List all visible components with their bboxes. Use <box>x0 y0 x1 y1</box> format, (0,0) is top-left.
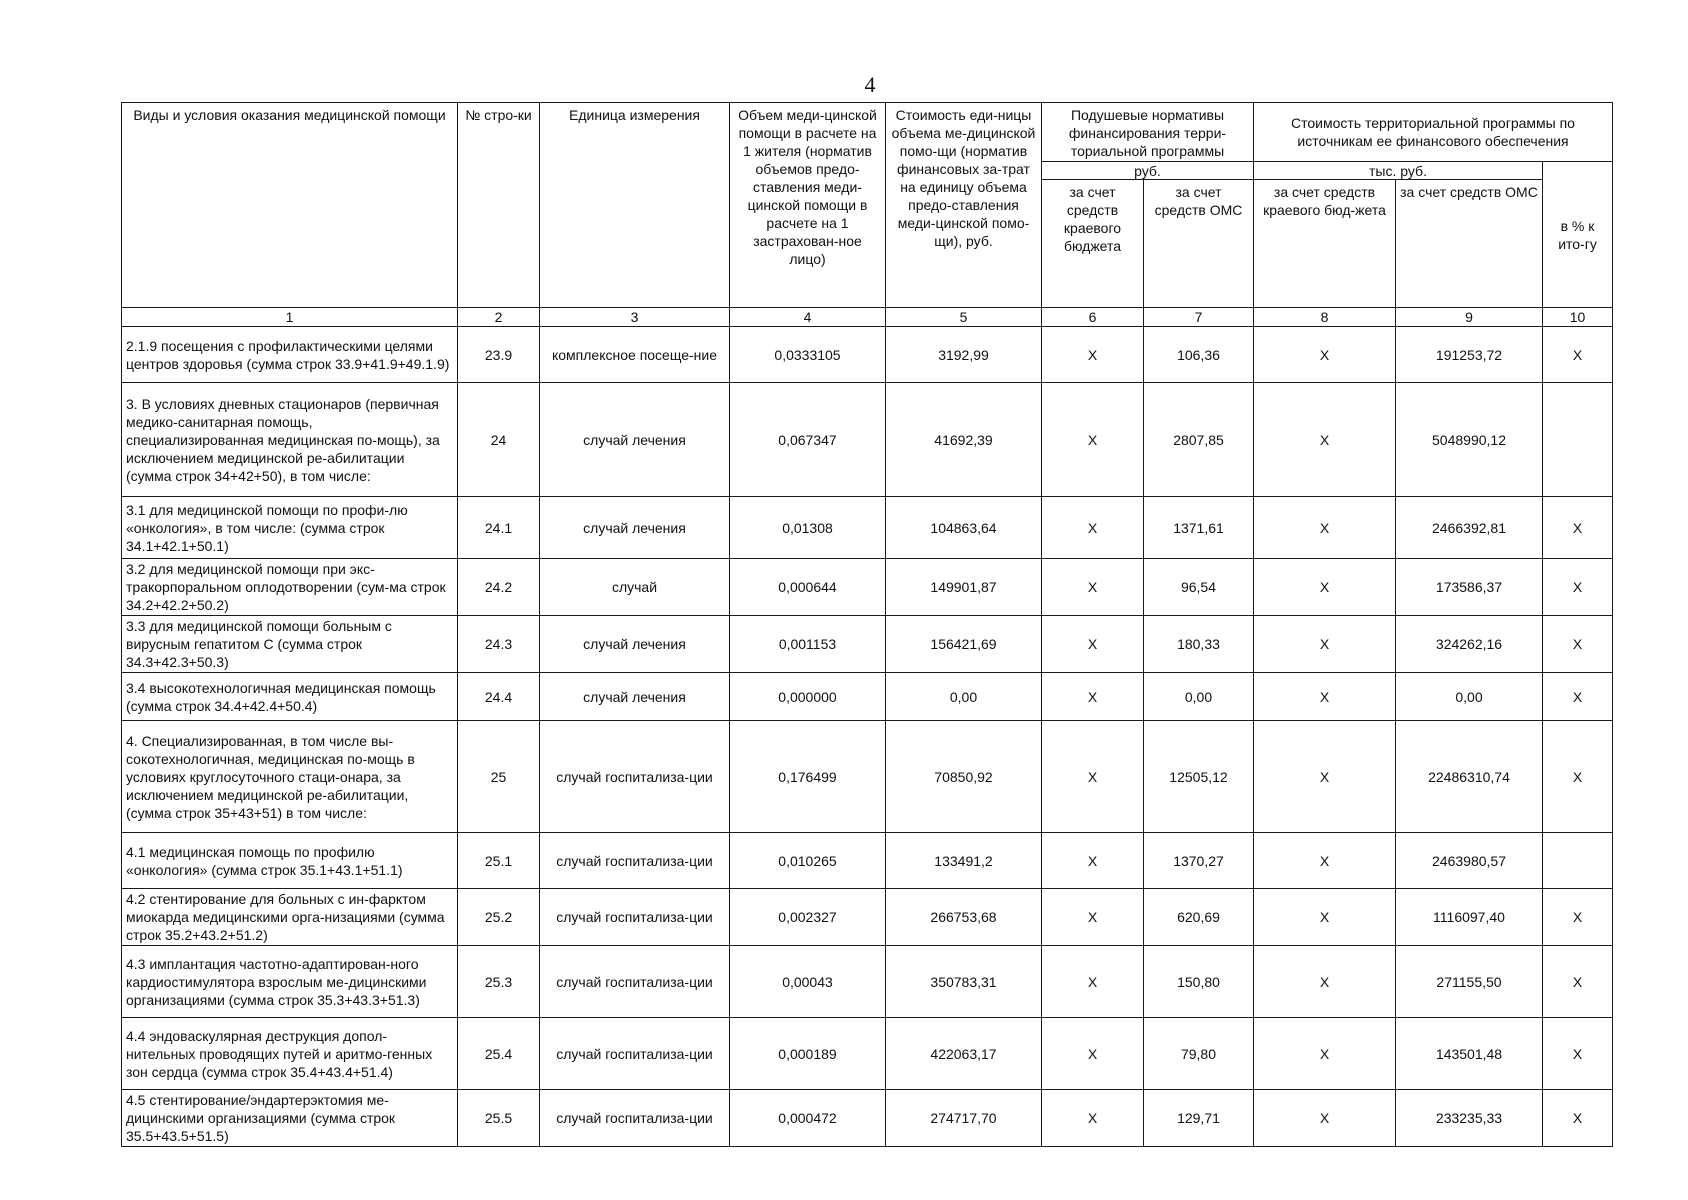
row-unit: случай лечения <box>540 673 730 721</box>
row-unit-cost: 104863,64 <box>886 497 1042 559</box>
row-regional-budget-thousand: X <box>1254 383 1396 497</box>
row-percent-of-total: X <box>1543 673 1613 721</box>
header-line-number: № стро-ки <box>458 103 540 308</box>
row-regional-budget-rub: X <box>1042 383 1144 497</box>
row-percent-of-total: X <box>1543 889 1613 946</box>
row-percent-of-total: X <box>1543 721 1613 833</box>
column-number: 2 <box>458 308 540 327</box>
header-unit-thousand-rub: тыс. руб. <box>1254 162 1543 180</box>
column-number: 5 <box>886 308 1042 327</box>
row-line-number: 25 <box>458 721 540 833</box>
row-regional-budget-thousand: X <box>1254 833 1396 889</box>
row-regional-budget-rub: X <box>1042 559 1144 616</box>
row-unit-cost: 0,00 <box>886 673 1042 721</box>
row-regional-budget-rub: X <box>1042 327 1144 383</box>
row-volume: 0,000189 <box>730 1018 886 1090</box>
row-unit-cost: 266753,68 <box>886 889 1042 946</box>
header-oms-thousand: за счет средств ОМС <box>1396 180 1543 308</box>
row-regional-budget-thousand: X <box>1254 559 1396 616</box>
table-row <box>122 833 1613 889</box>
row-percent-of-total: X <box>1543 1090 1613 1147</box>
row-unit: случай госпитализа-ции <box>540 1090 730 1147</box>
row-regional-budget-thousand: X <box>1254 616 1396 673</box>
financing-table <box>121 102 1613 1147</box>
table-row <box>122 383 1613 497</box>
row-volume: 0,010265 <box>730 833 886 889</box>
row-line-number: 25.5 <box>458 1090 540 1147</box>
table-row <box>122 616 1613 673</box>
row-volume: 0,00043 <box>730 946 886 1018</box>
row-description: 3. В условиях дневных стационаров (первичная медико-санитарная помощь, специализированная медицинская по-мощь), за исключением медицинской ре-абилитации (сумма строк 34+42+50), в том числе: <box>122 383 458 497</box>
row-line-number: 25.4 <box>458 1018 540 1090</box>
table-row <box>122 1018 1613 1090</box>
row-unit-cost: 41692,39 <box>886 383 1042 497</box>
header-per-capita-norms: Подушевые нормативы финансирования терри-ториальной программы <box>1042 103 1254 162</box>
row-oms-thousand: 2466392,81 <box>1396 497 1543 559</box>
column-number: 1 <box>122 308 458 327</box>
row-oms-rub: 129,71 <box>1144 1090 1254 1147</box>
column-number-row <box>122 308 1613 327</box>
column-number: 8 <box>1254 308 1396 327</box>
row-unit: случай госпитализа-ции <box>540 946 730 1018</box>
row-regional-budget-rub: X <box>1042 673 1144 721</box>
row-regional-budget-rub: X <box>1042 721 1144 833</box>
row-oms-thousand: 2463980,57 <box>1396 833 1543 889</box>
header-unit: Единица измерения <box>540 103 730 308</box>
row-unit-cost: 274717,70 <box>886 1090 1042 1147</box>
row-line-number: 25.1 <box>458 833 540 889</box>
row-volume: 0,01308 <box>730 497 886 559</box>
row-regional-budget-thousand: X <box>1254 1018 1396 1090</box>
row-line-number: 24.4 <box>458 673 540 721</box>
table-row <box>122 497 1613 559</box>
header-regional-budget-rub: за счет средств краевого бюджета <box>1042 180 1144 308</box>
row-oms-rub: 106,36 <box>1144 327 1254 383</box>
row-description: 3.2 для медицинской помощи при экс-тракорпоральном оплодотворении (сум-ма строк 34.2+42.2+50.2) <box>122 559 458 616</box>
row-description: 4. Специализированная, в том числе вы-сокотехнологичная, медицинская по-мощь в условиях круглосуточного стаци-онара, за исключением медицинской ре-абилитации, (сумма строк 35+43+51) в том числе: <box>122 721 458 833</box>
row-unit-cost: 133491,2 <box>886 833 1042 889</box>
table-row <box>122 327 1613 383</box>
row-description: 4.2 стентирование для больных с ин-фарктом миокарда медицинскими орга-низациями (сумма строк 35.2+43.2+51.2) <box>122 889 458 946</box>
row-percent-of-total: X <box>1543 946 1613 1018</box>
column-number: 10 <box>1543 308 1613 327</box>
row-regional-budget-rub: X <box>1042 1090 1144 1147</box>
row-regional-budget-rub: X <box>1042 889 1144 946</box>
row-description: 4.1 медицинская помощь по профилю «онкология» (сумма строк 35.1+43.1+51.1) <box>122 833 458 889</box>
row-description: 3.4 высокотехнологичная медицинская помощь (сумма строк 34.4+42.4+50.4) <box>122 673 458 721</box>
row-unit-cost: 422063,17 <box>886 1018 1042 1090</box>
column-number: 3 <box>540 308 730 327</box>
row-volume: 0,0333105 <box>730 327 886 383</box>
row-regional-budget-rub: X <box>1042 946 1144 1018</box>
row-oms-rub: 1371,61 <box>1144 497 1254 559</box>
row-oms-rub: 620,69 <box>1144 889 1254 946</box>
column-number: 9 <box>1396 308 1543 327</box>
row-volume: 0,176499 <box>730 721 886 833</box>
row-oms-rub: 79,80 <box>1144 1018 1254 1090</box>
row-unit: случай госпитализа-ции <box>540 889 730 946</box>
row-regional-budget-thousand: X <box>1254 497 1396 559</box>
column-number: 6 <box>1042 308 1144 327</box>
row-regional-budget-thousand: X <box>1254 889 1396 946</box>
row-description: 4.4 эндоваскулярная деструкция допол-нительных проводящих путей и аритмо-генных зон сердца (сумма строк 35.4+43.4+51.4) <box>122 1018 458 1090</box>
row-regional-budget-thousand: X <box>1254 673 1396 721</box>
row-unit-cost: 149901,87 <box>886 559 1042 616</box>
row-oms-rub: 150,80 <box>1144 946 1254 1018</box>
row-unit-cost: 70850,92 <box>886 721 1042 833</box>
row-volume: 0,000472 <box>730 1090 886 1147</box>
row-line-number: 24.3 <box>458 616 540 673</box>
row-oms-rub: 180,33 <box>1144 616 1254 673</box>
row-unit-cost: 350783,31 <box>886 946 1042 1018</box>
header-oms-rub: за счет средств ОМС <box>1144 180 1254 308</box>
row-description: 3.1 для медицинской помощи по профи-лю «онкология», в том числе: (сумма строк 34.1+42.1+50.1) <box>122 497 458 559</box>
row-volume: 0,002327 <box>730 889 886 946</box>
header-volume <box>730 103 886 308</box>
row-percent-of-total <box>1543 833 1613 889</box>
column-number: 4 <box>730 308 886 327</box>
table-row <box>122 1090 1613 1147</box>
row-percent-of-total: X <box>1543 616 1613 673</box>
row-description: 2.1.9 посещения с профилактическими целями центров здоровья (сумма строк 33.9+41.9+49.1.9) <box>122 327 458 383</box>
row-unit: случай лечения <box>540 497 730 559</box>
row-description: 4.5 стентирование/эндартерэктомия ме-дицинскими организациями (сумма строк 35.5+43.5+51.5) <box>122 1090 458 1147</box>
row-oms-thousand: 5048990,12 <box>1396 383 1543 497</box>
row-description: 4.3 имплантация частотно-адаптирован-ного кардиостимулятора взрослым ме-дицинскими организациями (сумма строк 35.3+43.3+51.3) <box>122 946 458 1018</box>
row-oms-rub: 96,54 <box>1144 559 1254 616</box>
row-line-number: 25.2 <box>458 889 540 946</box>
row-volume: 0,067347 <box>730 383 886 497</box>
row-percent-of-total <box>1543 383 1613 497</box>
row-unit: случай госпитализа-ции <box>540 721 730 833</box>
row-oms-rub: 12505,12 <box>1144 721 1254 833</box>
header-percent-of-total: в % к ито-гу <box>1543 162 1613 308</box>
row-line-number: 24.1 <box>458 497 540 559</box>
row-oms-thousand: 1116097,40 <box>1396 889 1543 946</box>
row-unit: случай <box>540 559 730 616</box>
table-row <box>122 673 1613 721</box>
row-line-number: 24 <box>458 383 540 497</box>
header-unit-rub: руб. <box>1042 162 1254 180</box>
header-unit-cost: Стоимость еди-ницы объема ме-дицинской помо-щи (норматив финансовых за-трат на единицу объема предо-ставления меди-цинской помо-щи), руб. <box>886 103 1042 308</box>
row-percent-of-total: X <box>1543 327 1613 383</box>
column-number: 7 <box>1144 308 1254 327</box>
row-unit: комплексное посеще-ние <box>540 327 730 383</box>
table-row <box>122 889 1613 946</box>
table-row <box>122 721 1613 833</box>
header-volume-text: Объем меди-цинской помощи в расчете на 1 жителя (норматив объемов предо-ставления меди-цинской помощи в расчете на 1 застрахован-ное лицо) <box>738 107 877 267</box>
row-regional-budget-thousand: X <box>1254 721 1396 833</box>
row-volume: 0,000644 <box>730 559 886 616</box>
page-number: 4 <box>864 72 876 97</box>
row-percent-of-total: X <box>1543 1018 1613 1090</box>
row-oms-thousand: 191253,72 <box>1396 327 1543 383</box>
row-oms-thousand: 0,00 <box>1396 673 1543 721</box>
row-line-number: 23.9 <box>458 327 540 383</box>
row-regional-budget-thousand: X <box>1254 946 1396 1018</box>
header-regional-budget-thousand: за счет средств краевого бюд-жета <box>1254 180 1396 308</box>
row-oms-rub: 2807,85 <box>1144 383 1254 497</box>
row-oms-rub: 1370,27 <box>1144 833 1254 889</box>
header-types-of-care: Виды и условия оказания медицинской помощи <box>122 103 458 308</box>
row-oms-thousand: 271155,50 <box>1396 946 1543 1018</box>
row-unit-cost: 156421,69 <box>886 616 1042 673</box>
row-oms-rub: 0,00 <box>1144 673 1254 721</box>
row-regional-budget-rub: X <box>1042 497 1144 559</box>
row-regional-budget-thousand: X <box>1254 1090 1396 1147</box>
row-volume: 0,000000 <box>730 673 886 721</box>
row-percent-of-total: X <box>1543 559 1613 616</box>
row-volume: 0,001153 <box>730 616 886 673</box>
row-unit: случай лечения <box>540 616 730 673</box>
row-oms-thousand: 173586,37 <box>1396 559 1543 616</box>
row-oms-thousand: 22486310,74 <box>1396 721 1543 833</box>
row-regional-budget-rub: X <box>1042 616 1144 673</box>
table-row <box>122 946 1613 1018</box>
row-line-number: 25.3 <box>458 946 540 1018</box>
row-oms-thousand: 143501,48 <box>1396 1018 1543 1090</box>
row-unit-cost: 3192,99 <box>886 327 1042 383</box>
row-unit: случай госпитализа-ции <box>540 1018 730 1090</box>
row-unit: случай госпитализа-ции <box>540 833 730 889</box>
row-oms-thousand: 233235,33 <box>1396 1090 1543 1147</box>
row-regional-budget-rub: X <box>1042 833 1144 889</box>
header-program-cost: Стоимость территориальной программы по источникам ее финансового обеспечения <box>1254 103 1613 162</box>
row-unit: случай лечения <box>540 383 730 497</box>
row-line-number: 24.2 <box>458 559 540 616</box>
row-description: 3.3 для медицинской помощи больным с вирусным гепатитом С (сумма строк 34.3+42.3+50.3) <box>122 616 458 673</box>
row-percent-of-total: X <box>1543 497 1613 559</box>
row-regional-budget-thousand: X <box>1254 327 1396 383</box>
row-regional-budget-rub: X <box>1042 1018 1144 1090</box>
row-oms-thousand: 324262,16 <box>1396 616 1543 673</box>
table-row <box>122 559 1613 616</box>
